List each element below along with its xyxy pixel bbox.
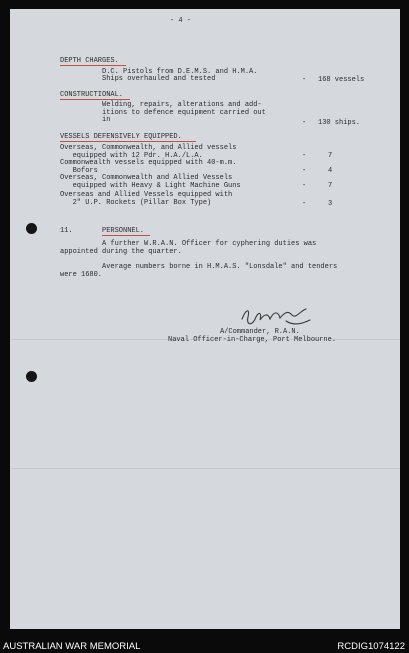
punch-hole (26, 371, 37, 382)
heading-underline (102, 235, 150, 236)
punch-hole (26, 223, 37, 234)
vessel-item: Overseas, Commonwealth, and Allied vessels equipped with 12 Pdr. H.A./L.A. (60, 144, 237, 160)
heading-underline (60, 65, 126, 66)
page-number: - 4 - (170, 17, 192, 25)
signature-title: A/Commander, R.A.N. (220, 328, 300, 336)
vessel-item: Overseas, Commonwealth and Allied Vessels equipped with Heavy & Light Machine Guns (60, 174, 241, 190)
constructional-dash: - (302, 119, 307, 127)
constructional-text: Welding, repairs, alterations and add- itions to defence equipment carried out in (102, 101, 266, 125)
heading-underline (60, 99, 130, 100)
vessel-item: Commonwealth vessels equipped with 40-m.m. Bofors (60, 159, 237, 175)
vessel-item-value: 7 (328, 152, 333, 160)
vessel-item-value: 3 (328, 200, 333, 208)
depth-charges-line1: D.C. Pistols from D.E.M.S. and H.M.A. (102, 68, 258, 76)
constructional-value: 130 ships. (318, 119, 361, 127)
vessel-item-value: 7 (328, 182, 333, 190)
archive-footer (0, 638, 409, 653)
personnel-paragraph-1: A further W.R.A.N. Officer for cyphering duties was appointed during the quarter. (60, 240, 317, 256)
vessel-item: Overseas and Allied Vessels equipped with 2" U.P. Rockets (Pillar Box Type) (60, 191, 233, 207)
personnel-number: 11. (60, 227, 73, 235)
vessel-item-dash: - (302, 167, 307, 175)
depth-charges-line2: Ships overhauled and tested (102, 75, 216, 83)
page-fold-line (10, 468, 400, 469)
vessels-heading: VESSELS DEFENSIVELY EQUIPPED. (60, 133, 182, 141)
vessel-item-value: 4 (328, 167, 333, 175)
personnel-heading: PERSONNEL. (102, 227, 145, 235)
heading-underline (60, 141, 196, 142)
depth-charges-heading: DEPTH CHARGES. (60, 57, 119, 65)
depth-charges-dash: - (302, 76, 307, 84)
footer-source: AUSTRALIAN WAR MEMORIAL (3, 641, 141, 652)
document-page (10, 9, 400, 629)
vessel-item-dash: - (302, 152, 307, 160)
vessel-item-dash: - (302, 200, 307, 208)
depth-charges-value: 168 vessels (318, 76, 365, 84)
constructional-heading: CONSTRUCTIONAL. (60, 91, 124, 99)
signature-role: Naval Officer-in-Charge, Port Melbourne. (168, 336, 337, 344)
personnel-paragraph-2: Average numbers borne in H.M.A.S. "Lonsdale" and tenders were 1680. (60, 263, 338, 279)
vessel-item-dash: - (302, 182, 307, 190)
footer-id: RCDIG1074122 (337, 641, 405, 652)
handwritten-signature (236, 305, 316, 329)
